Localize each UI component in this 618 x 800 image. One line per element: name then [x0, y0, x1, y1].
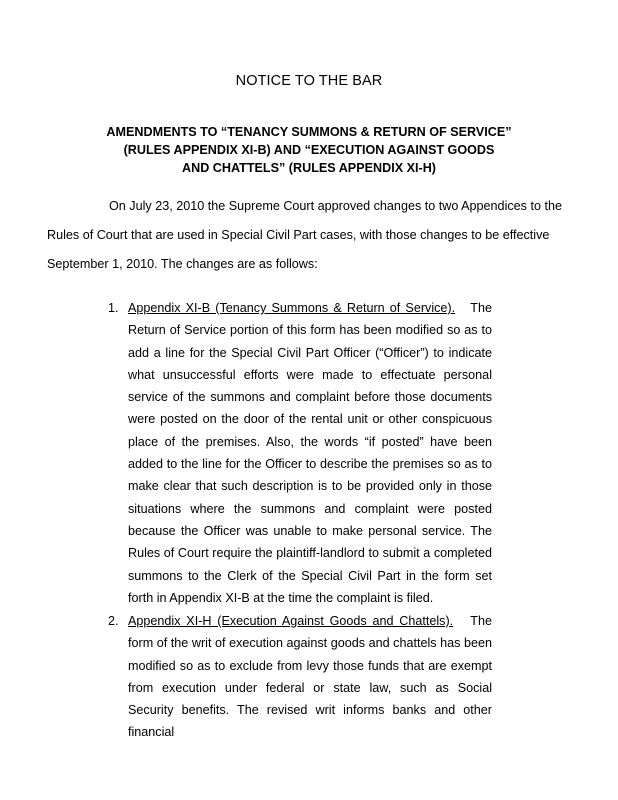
list-item-2	[108, 610, 492, 744]
list-item-text: The Return of Service portion of this form has been modified so as to add a line for the Special Civil Part Officer (“Officer”) to indicate what unsuccessful efforts were made to effectuate personal service of the summons and complaint before those documents were posted on the door of the rental unit or other conspicuous place of the premises. Also, the words “if posted” have been added to the line for the Officer to describe the premises so as to make clear that such description is to be provided only in those situations where the summons and complaint were posted because the Officer was unable to make personal service. The Rules of Court require the plaintiff-landlord to submit a completed summons to the Clerk of the Special Civil Part in the form set forth in Appendix XI-B at the time the complaint is filed.	[128, 301, 492, 605]
list-item-body	[128, 610, 492, 744]
list-item-heading: Appendix XI-H (Execution Against Goods and Chattels).	[128, 614, 454, 628]
page-title: NOTICE TO THE BAR	[235, 73, 383, 89]
subtitle-line-3: AND CHATTELS” (RULES APPENDIX XI-H)	[182, 161, 436, 175]
list-item-text: The form of the writ of execution against goods and chattels has been modified so as to exclude from levy those funds that are exempt from execution under federal or state law, such as Social Security benefits. The revised writ informs banks and other financial	[128, 614, 492, 740]
subtitle-line-2: (RULES APPENDIX XI-B) AND “EXECUTION AGAINST GOODS	[123, 143, 495, 157]
list-item-body	[128, 297, 492, 609]
list-item-number: 2.	[108, 614, 119, 628]
intro-paragraph: On July 23, 2010 the Supreme Court approved changes to two Appendices to the Rules of Court that are used in Special Civil Part cases, with those changes to be effective September 1, 2010. The changes are as follows:	[47, 199, 562, 272]
list-item-heading: Appendix XI-B (Tenancy Summons & Return of Service).	[128, 301, 456, 315]
subtitle-line-1: AMENDMENTS TO “TENANCY SUMMONS & RETURN OF SERVICE”	[106, 125, 512, 139]
list-item-1	[108, 297, 492, 609]
document-subtitle	[60, 123, 558, 177]
list-item-number: 1.	[108, 301, 119, 315]
